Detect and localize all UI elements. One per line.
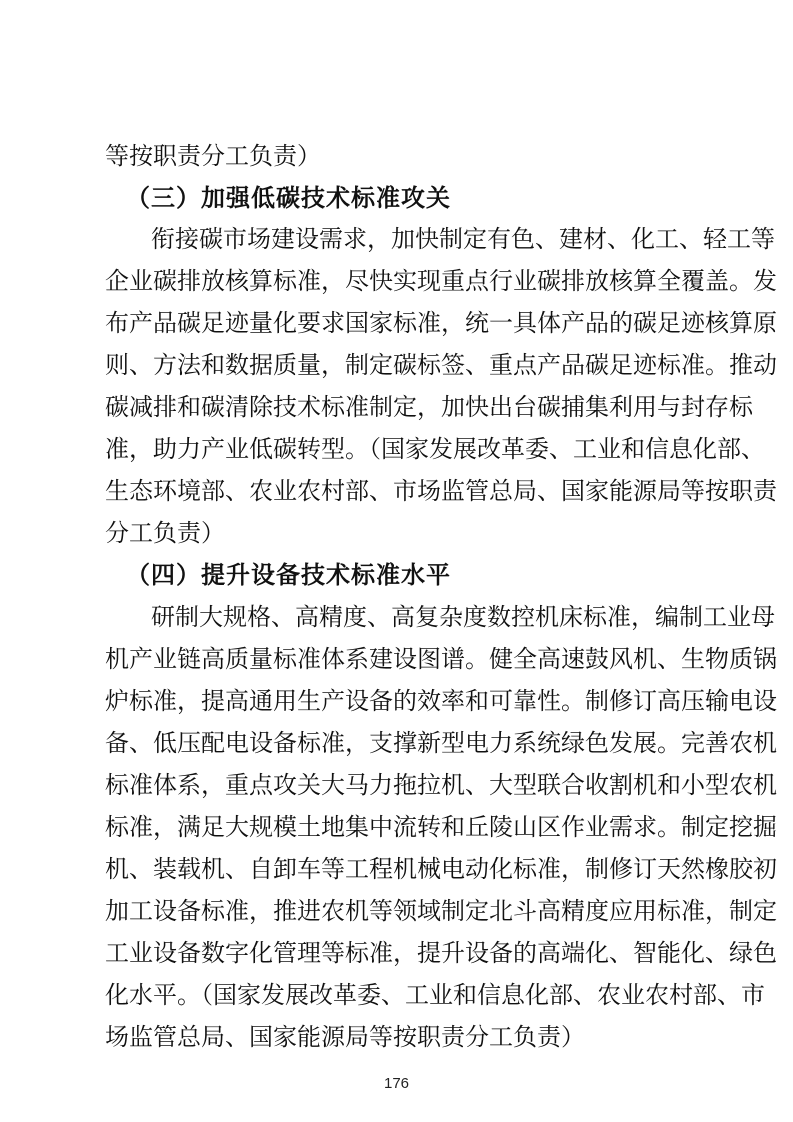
section-4-line-1: 研制大规格、高精度、高复杂度数控机床标准，编制工业母 [151,603,775,631]
page-number: 176 [383,1075,410,1092]
section-4-line-5: 标准体系，重点攻关大马力拖拉机、大型联合收割机和小型农机 [105,771,777,799]
section-4-line-8: 加工设备标准，推进农机等领域制定北斗高精度应用标准，制定 [105,897,777,925]
section-3-line-5: 碳减排和碳清除技术标准制定，加快出台碳捕集利用与封存标 [105,393,753,421]
carryover-text: 等按职责分工负责） [105,142,321,170]
section-3-heading: （三）加强低碳技术标准攻关 [126,184,451,212]
section-3-line-7: 生态环境部、农业农村部、市场监管总局、国家能源局等按职责 [105,477,777,505]
section-4-line-7: 机、装载机、自卸车等工程机械电动化标准，制修订天然橡胶初 [105,855,777,883]
section-4-line-9: 工业设备数字化管理等标准，提升设备的高端化、智能化、绿色 [105,939,777,967]
section-3-line-3: 布产品碳足迹量化要求国家标准，统一具体产品的碳足迹核算原 [105,309,777,337]
section-3-line-2: 企业碳排放核算标准，尽快实现重点行业碳排放核算全覆盖。发 [105,267,777,295]
section-4-line-3: 炉标准，提高通用生产设备的效率和可靠性。制修订高压输电设 [105,687,777,715]
section-4-line-10: 化水平。（国家发展改革委、工业和信息化部、农业农村部、市 [105,981,765,1009]
section-3-line-8: 分工负责） [105,519,225,547]
section-4-line-6: 标准，满足大规模土地集中流转和丘陵山区作业需求。制定挖掘 [105,813,777,841]
section-4-line-11: 场监管总局、国家能源局等按职责分工负责） [105,1023,585,1051]
section-3-line-4: 则、方法和数据质量，制定碳标签、重点产品碳足迹标准。推动 [105,351,777,379]
section-4-line-2: 机产业链高质量标准体系建设图谱。健全高速鼓风机、生物质锅 [105,645,777,673]
section-4-line-4: 备、低压配电设备标准，支撑新型电力系统绿色发展。完善农机 [105,729,777,757]
section-3-line-6: 准，助力产业低碳转型。（国家发展改革委、工业和信息化部、 [105,435,765,463]
section-4-heading: （四）提升设备技术标准水平 [126,561,451,589]
section-3-line-1: 衔接碳市场建设需求，加快制定有色、建材、化工、轻工等 [151,225,775,253]
